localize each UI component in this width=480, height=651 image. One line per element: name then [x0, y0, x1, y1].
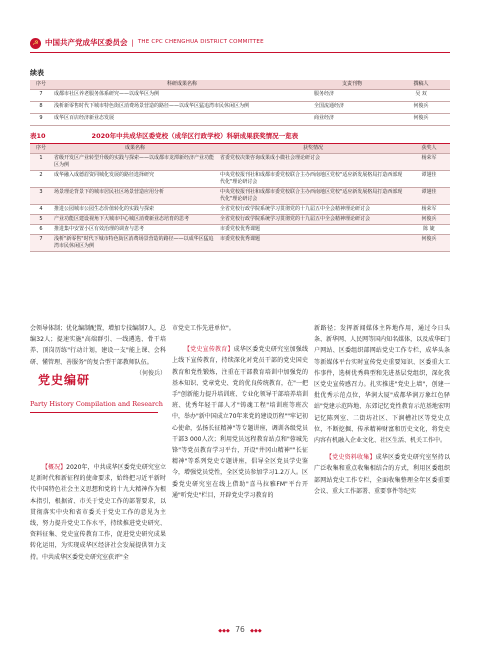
continued-table-title: 续表: [30, 69, 44, 77]
paragraph: [314, 452, 450, 497]
table-cell: 陈 婕: [408, 225, 450, 235]
table-cell: 谭翅佳: [408, 188, 450, 205]
table-cell: 全省党校行政学院系统学习贯彻党的十九届五中全会精神理论研讨会: [218, 215, 408, 225]
paragraph-text: 成华区委党史研究室坚持以广泛收集和重点收集相结合的方式，利用区委组织部网站党史工作专栏，全面收集整理全年区委重要会议、重大工作部署、重要事件等纪实: [314, 454, 450, 495]
header-org-cn: 中国共产党成华区委员会: [45, 37, 128, 47]
table2-label: 表10: [30, 132, 46, 141]
table-cell: 何俊兵: [392, 102, 450, 114]
table-cell: 7: [30, 90, 52, 102]
table-cell: 谭翅佳: [408, 171, 450, 188]
table-row: [30, 114, 450, 126]
table-cell: 推进公园城市公园生态价值转化的实践与探索: [52, 205, 218, 215]
table-header-cell: 序号: [30, 144, 52, 154]
table-cell: 省级开发区产业转型升级的实践与探索——以成都市龙潭新经济产业功能区为例: [52, 154, 218, 171]
table-cell: 杨荣军: [408, 154, 450, 171]
page-number-text: 76: [235, 625, 245, 634]
paragraph: 新路径；发挥新闻媒体主阵地作用，通过今日头条、新华网、人民网等国内知名媒体，以及成华E门户网站、区委组织部网站党史工作专栏，成华头条等新媒体平台实时宣传党史重要知识、区委重大工作事件，选树优秀典型和先进基层党组织，深化我区党史宣传感召力。扎实推进"党史上墙"，创建一批优秀示范点位，华润大厦"成都华润万象红色驿站"党建示范阵地、东郊记忆党性教育示范基地宏明记忆陈列室、二街坊社区、下涧槽社区等党史点位，不断挖掘、传承精神财富和历史文化，将党史内容有机融入企业文化、社区生活、机关工作中。: [314, 325, 450, 445]
table-cell: 2: [30, 171, 52, 188]
table-row: [30, 90, 450, 102]
page-number: [0, 625, 480, 636]
paragraph-tag: 【党史宣传教育】: [184, 346, 234, 354]
table-cell: 全省党校行政学院系统学习贯彻党的十九届五中全会精神理论研讨会: [218, 205, 408, 215]
table-row: [30, 171, 450, 188]
table-cell: 何俊兵: [408, 235, 450, 252]
table-cell: 吴 双: [392, 90, 450, 102]
table-header-cell: 序号: [30, 80, 52, 90]
header-separator: |: [131, 38, 134, 47]
table-cell: 浅析新零售时代下城市特色街区消费场景营造的路径——以成华区猛追湾市民休闲区为例: [52, 102, 312, 114]
table-cell: 9: [30, 114, 52, 126]
section-title-en: Party History Compilation and Research: [30, 400, 163, 408]
table-row: [30, 225, 450, 235]
awards-table: [30, 144, 450, 252]
party-emblem-icon: ☭: [30, 38, 41, 49]
table-cell: 产业功能区建设视角下大城市中心城区消费新业态培育的思考: [52, 215, 218, 225]
table-row: [30, 102, 450, 114]
page-header: [30, 36, 450, 50]
paragraph-tag: 【党史资料收集】: [326, 454, 376, 462]
table-cell: 4: [30, 205, 52, 215]
paragraph: 会领导体制；优化编制配置，增加专技编制7人，总编32人；提速实施"高端群引、一线遴选、骨干培养、顶岗历练"行动计划，建设一支"能上课、会科研、懂管理、善服务"的复合型干部教师队伍。: [30, 325, 166, 366]
table-cell: 省委党校决策咨询成果成小微社会理论研讨会: [218, 154, 408, 171]
table-cell: 商业经济: [312, 114, 392, 126]
table-header-cell: 科研成果名称: [52, 80, 312, 90]
paragraph-text: 2020年，中共成华区委党史研究室立足新时代和新征程的使命要求，始终把习近平新时代中国特色社会主义思想和党的十九大精神作为根本指引，根据省、市关于党史工作的部署要求，以贯彻落实中央和省市委关于党史工作的意见为主线，努力提升党史工作水平，持续推进党史研究、资料征集、党史宣传教育工作，促进党史研究成果转化运用，为实现成华区经济社会发展提供智力支持。中共成华区委党史研究室获评"全: [30, 464, 166, 561]
table-row: [30, 215, 450, 225]
table-cell: 中央党校报刊社和成都市委党校联合主办西南地区党校"适应新发展格局打造西部现代化"理论研讨会: [218, 171, 408, 188]
paragraph-text: 成华区委党史研究室加强线上线下宣传教育，持续深化对党员干部的党史国史教育和党性锻炼，注重在干部教育培训中加强党的基本知识、党章党史、党的优良传统教育，在"一把手"创新能力提升培训班、专业化领导干部培养培训班、优秀年轻干部人才"铸魂工程"培训班等班次中，举办"新中国成立70年来党的建设历程""牢记初心使命，弘扬长征精神"等专题讲座，调训各级党员干部3 000人次；利用党员远程教育站点和"蓉城先锋"等党员教育学习平台，开设"井冈山精神""长征精神"等系列党史专题讲座，倡导全区党员学史鉴今，增强党员党性，全区党员参加学习1.2万人。区委党史研究室在线上借助"喜马拉雅FM"平台开通"听党史"栏目，开辟党史学习教育的: [172, 346, 308, 499]
table-cell: 成华融入成德眉资同城化发展的路径选择研究: [52, 171, 218, 188]
table-cell: 杨荣军: [408, 205, 450, 215]
column-3: [314, 323, 450, 497]
table-cell: 8: [30, 102, 52, 114]
table-cell: 成华区百店经济新业态发展: [52, 114, 312, 126]
table-cell: 何俊兵: [408, 215, 450, 225]
table-cell: 场景理论背景下的城市居民社区场景营造应用分析: [52, 188, 218, 205]
author-note: （何俊兵）: [135, 369, 166, 377]
table-row: [30, 235, 450, 252]
table-cell: 市委党校优秀课题: [218, 235, 408, 252]
paragraph-tag: 【概况】: [42, 464, 67, 471]
table-cell: 全国流通经济: [312, 102, 392, 114]
table-cell: 7: [30, 235, 52, 252]
table-cell: 5: [30, 215, 52, 225]
continued-table: [30, 80, 450, 126]
paragraph: [30, 462, 166, 563]
column-2: [172, 323, 308, 501]
section-rule: [30, 412, 158, 413]
table-row: [30, 188, 450, 205]
table-cell: 中央党校报刊社和成都市委党校联合主办西南地区党校"适应新发展格局打造西部现代化"理论研讨会: [218, 188, 408, 205]
table-row: [30, 154, 450, 171]
table-header-cell: 成果名称: [52, 144, 218, 154]
table-cell: 推进集中安置小区有效治理的调查与思考: [52, 225, 218, 235]
table-row: [30, 205, 450, 215]
paragraph: 市党史工作先进单位"。: [172, 325, 235, 332]
table-header-cell: 获奖情况: [218, 144, 408, 154]
folio-ornament-icon: ◆◆◆: [218, 628, 230, 634]
table-cell: 成都市社区养老服务体系研究——以成华区为例: [52, 90, 312, 102]
section-title-cn: 党史编研: [38, 373, 91, 387]
table-cell: 3: [30, 188, 52, 205]
header-org-en: THE CPC CHENGHUA DISTRICT COMMITTEE: [137, 39, 264, 46]
table-cell: 市委党校优秀课题: [218, 225, 408, 235]
table-header-cell: 撰稿人: [392, 80, 450, 90]
table2-caption: [30, 131, 450, 144]
table-cell: 浅析"新零售"时代下城市特色街区消费场景营造的路径——以成华区猛追湾市民休闲区为例: [52, 235, 218, 252]
section-heading: [30, 372, 168, 432]
table-cell: 何俊兵: [392, 114, 450, 126]
header-rule: [30, 52, 450, 53]
folio-ornament-icon: ◆◆◆: [250, 628, 262, 634]
table-cell: 1: [30, 154, 52, 171]
table-header-cell: 获奖人: [408, 144, 450, 154]
table2-title: 2020年中共成华区委党校（成华区行政学校）科研成果获奖情况一览表: [91, 132, 299, 141]
column-1-top: [30, 323, 166, 379]
table-header-cell: 支责刊物: [312, 80, 392, 90]
column-1-bottom: [30, 462, 166, 563]
table-cell: 6: [30, 225, 52, 235]
table-cell: 服务经济: [312, 90, 392, 102]
paragraph: [172, 344, 308, 501]
